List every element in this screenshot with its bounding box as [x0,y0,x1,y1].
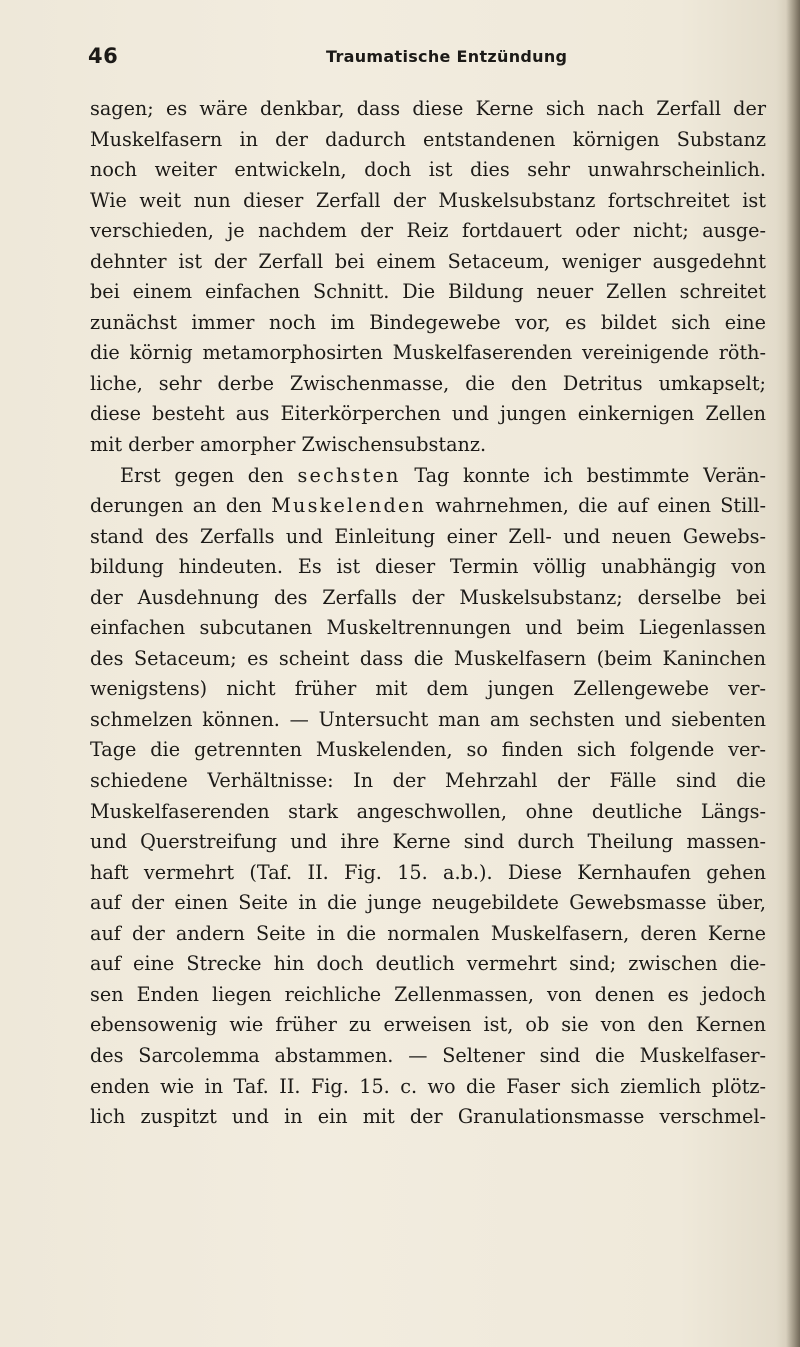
text-line: bildung hindeuten. Es ist dieser Termin völlig unabhängig von [90,555,766,579]
text-line: haft vermehrt (Taf. II. Fig. 15. a.b.). Diese Kernhaufen gehen [90,860,766,884]
text-line: auf der einen Seite in die junge neugebildete Gewebsmasse über, [90,891,766,915]
text-line: die körnig metamorphosirten Muskelfaserenden vereinigende röth- [90,341,766,365]
text-line: noch weiter entwickeln, doch ist dies sehr unwahrscheinlich. [90,158,766,182]
running-head [88,44,748,74]
text-line: wenigstens) nicht früher mit dem jungen Zellengewebe ver- [90,677,766,701]
text-line: stand des Zerfalls und Einleitung einer Zell- und neuen Gewebs- [90,524,766,548]
text-line [90,491,766,522]
text-line: lich zuspitzt und in ein mit der Granulationsmasse verschmel- [90,1105,766,1129]
page-spine-shadow [786,0,800,1347]
text-fragment: Tag konnte ich bestimmte Verän- [400,463,766,487]
text-fragment: wahrnehmen, die auf einen Still- [426,494,766,518]
emphasized-word: sechsten [297,463,401,487]
text-line: schiedene Verhältnisse: In der Mehrzahl der Fälle sind die [90,769,766,793]
body-text [90,94,780,1133]
text-fragment: derungen an den [90,494,272,518]
text-line: der Ausdehnung des Zerfalls der Muskelsubstanz; derselbe bei [90,585,766,609]
page-number: 46 [88,44,119,68]
text-line: schmelzen können. — Untersucht man am sechsten und siebenten [90,707,766,731]
text-line: des Setaceum; es scheint dass die Muskelfasern (beim Kaninchen [90,646,766,670]
text-line [90,461,766,492]
text-line: und Querstreifung und ihre Kerne sind durch Theilung massen- [90,830,766,854]
text-line: diese besteht aus Eiterkörperchen und jungen einkernigen Zellen [90,402,766,426]
text-line: bei einem einfachen Schnitt. Die Bildung neuer Zellen schreitet [90,280,766,304]
text-line: liche, sehr derbe Zwischenmasse, die den Detritus umkapselt; [90,371,766,395]
text-line: sagen; es wäre denkbar, dass diese Kerne sich nach Zerfall der [90,97,766,120]
text-line: ebensowenig wie früher zu erweisen ist, ob sie von den Kernen [90,1013,766,1037]
text-line: Muskelfasern in der dadurch entstandenen körnigen Substanz [90,127,766,151]
text-line: mit derber amorpher Zwischensubstanz. [90,433,487,457]
running-head-title: Traumatische Entzündung [326,47,568,66]
text-line: enden wie in Taf. II. Fig. 15. c. wo die Faser sich ziemlich plötz- [90,1074,766,1098]
emphasized-word: Muskelenden [271,494,427,518]
text-line: sen Enden liegen reichliche Zellenmassen, von denen es jedoch [90,982,766,1006]
text-line: Tage die getrennten Muskelenden, so finden sich folgende ver- [90,738,766,762]
text-line: einfachen subcutanen Muskeltrennungen und beim Liegenlassen [90,616,766,640]
text-line: des Sarcolemma abstammen. — Seltener sind die Muskelfaser- [90,1043,766,1067]
text-line: auf der andern Seite in die normalen Muskelfasern, deren Kerne [90,921,766,945]
text-line: Muskelfaserenden stark angeschwollen, ohne deutliche Längs- [90,799,766,823]
text-line: auf eine Strecke hin doch deutlich vermehrt sind; zwischen die- [90,952,766,976]
text-line: verschieden, je nachdem der Reiz fortdauert oder nicht; ausge- [90,219,766,243]
text-line: dehnter ist der Zerfall bei einem Setaceum, weniger ausgedehnt [90,249,766,273]
text-line: Wie weit nun dieser Zerfall der Muskelsubstanz fortschreitet ist [90,188,766,212]
text-fragment: Erst gegen den [120,463,298,487]
text-line: zunächst immer noch im Bindegewebe vor, es bildet sich eine [90,310,766,334]
